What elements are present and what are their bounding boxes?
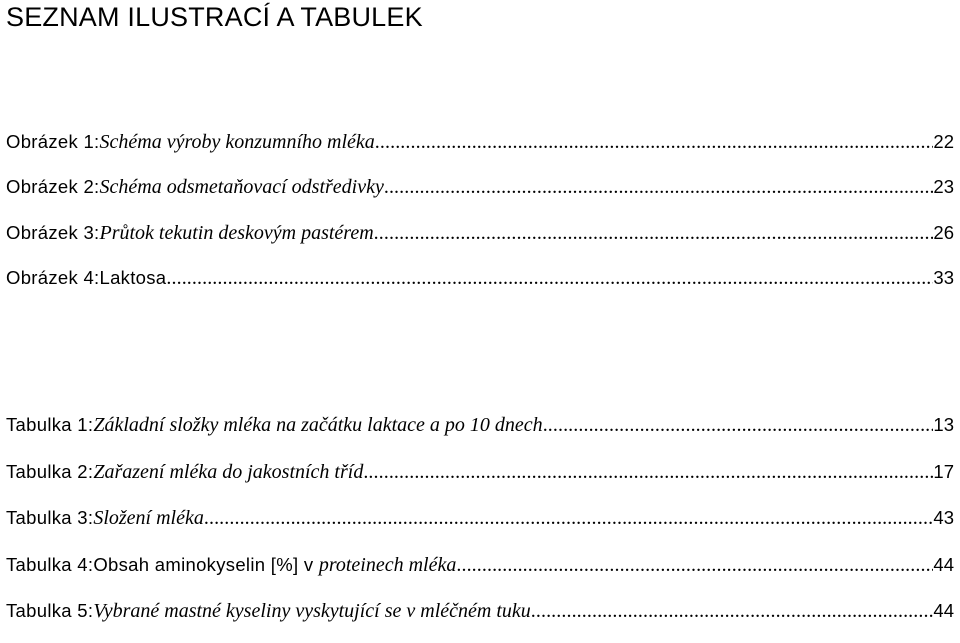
table-entry-2[interactable] <box>6 457 954 487</box>
figure-entry-3[interactable] <box>6 218 954 248</box>
dot-leader <box>374 218 934 248</box>
entry-page-number: 23 <box>933 176 954 198</box>
figure-entry-4[interactable] <box>6 263 954 293</box>
dot-leader <box>384 172 934 202</box>
entry-label: Obrázek 4: <box>6 266 100 288</box>
entry-title-upright: Laktosa <box>99 266 167 288</box>
entry-page-number: 43 <box>933 507 954 528</box>
entry-page-number: 44 <box>933 600 954 621</box>
page-heading: SEZNAM ILUSTRACÍ A TABULEK <box>6 2 423 32</box>
entry-title <box>100 263 167 293</box>
entry-title: Základní složky mléka na začátku laktace a po 10 dnech <box>93 414 543 436</box>
entry-title: Vybrané mastné kyseliny vyskytující se v mléčném tuku <box>93 600 531 622</box>
dot-leader <box>204 503 934 533</box>
table-list <box>6 410 954 643</box>
entry-title: Schéma odsmetaňovací odstředivky <box>99 176 384 199</box>
entry-label: Tabulka 1: <box>6 414 94 435</box>
entry-title <box>93 550 456 580</box>
table-entry-1[interactable] <box>6 410 954 440</box>
table-entry-3[interactable] <box>6 503 954 533</box>
entry-label: Tabulka 4: <box>6 553 94 575</box>
dot-leader <box>456 550 933 580</box>
entry-title-italic: proteinech mléka <box>318 553 457 576</box>
figure-entry-2[interactable] <box>6 172 954 202</box>
entry-title: Průtok tekutin deskovým pastérem <box>99 221 374 244</box>
entry-page-number: 22 <box>933 131 954 152</box>
entry-page-number: 33 <box>933 266 954 288</box>
table-entry-5[interactable] <box>6 596 954 626</box>
table-entry-4[interactable] <box>6 550 954 580</box>
entry-label: Tabulka 5: <box>6 600 94 621</box>
entry-title: Zařazení mléka do jakostních tříd <box>93 460 364 483</box>
figure-list <box>6 127 954 308</box>
figure-entry-1[interactable] <box>6 127 954 157</box>
entry-label: Obrázek 1: <box>6 131 100 152</box>
entry-title: Schéma výroby konzumního mléka <box>99 131 375 153</box>
entry-label: Obrázek 3: <box>6 221 100 243</box>
entry-title: Složení mléka <box>93 507 204 529</box>
entry-page-number: 13 <box>933 414 954 435</box>
entry-label: Obrázek 2: <box>6 176 100 198</box>
dot-leader <box>543 410 934 440</box>
entry-title-upright: Obsah aminokyselin [%] v <box>93 553 319 575</box>
entry-page-number: 26 <box>933 221 954 243</box>
dot-leader <box>166 263 933 293</box>
dot-leader <box>375 127 934 157</box>
entry-page-number: 44 <box>933 553 954 575</box>
dot-leader <box>531 596 934 626</box>
entry-page-number: 17 <box>933 460 954 482</box>
dot-leader <box>363 457 933 487</box>
entry-label: Tabulka 2: <box>6 460 94 482</box>
entry-label: Tabulka 3: <box>6 507 94 528</box>
